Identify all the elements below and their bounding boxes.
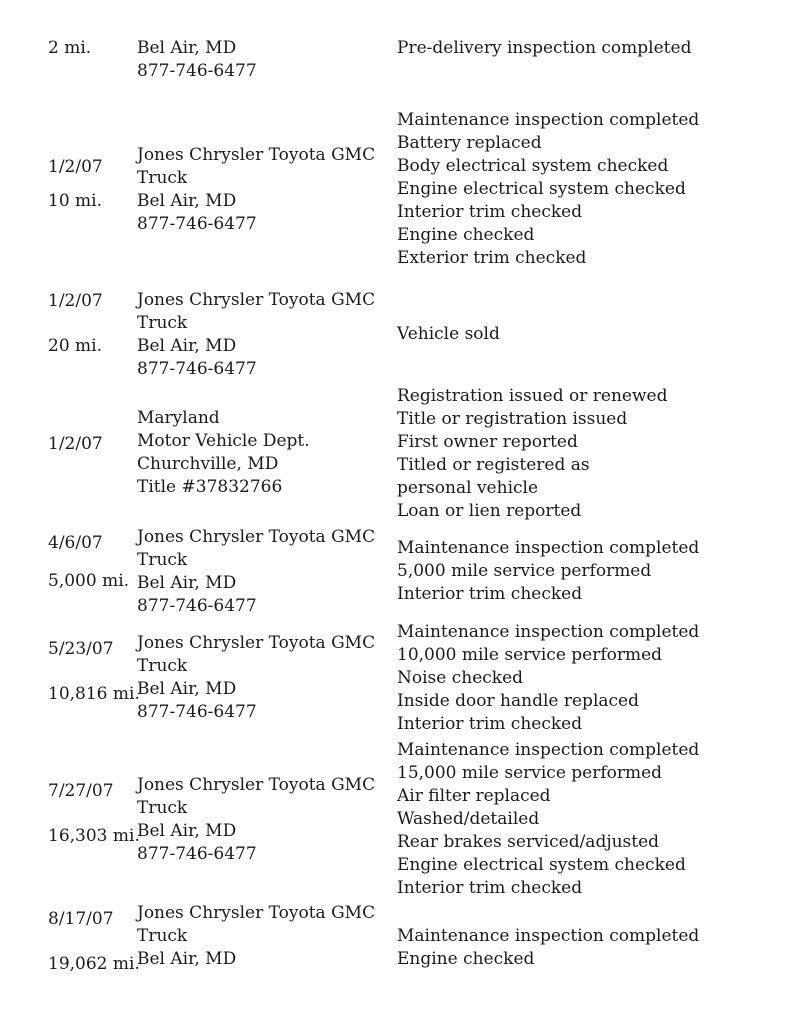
detail-line: Maintenance inspection completed [397,740,700,760]
date-mileage-column [48,290,136,358]
source-line: Truck [137,168,188,188]
record-mileage: 19,062 mi. [48,954,140,974]
source-line: Jones Chrysler Toyota GMC [137,290,376,310]
detail-line: Exterior trim checked [397,248,587,268]
detail-line: Noise checked [397,668,524,688]
record-date: 8/17/07 [48,909,114,929]
detail-line: Rear brakes serviced/adjusted [397,832,660,852]
source-line: Maryland [137,408,220,428]
source-column [137,902,387,971]
source-line: Bel Air, MD [137,38,237,58]
source-line: Bel Air, MD [137,573,237,593]
detail-line: Maintenance inspection completed [397,926,700,946]
detail-line: Interior trim checked [397,878,583,898]
source-line: Truck [137,656,188,676]
source-line: 877-746-6477 [137,61,257,81]
source-line: Bel Air, MD [137,679,237,699]
detail-line: Engine electrical system checked [397,855,686,875]
detail-line: Registration issued or renewed [397,386,668,406]
detail-line: Washed/detailed [397,809,540,829]
source-column [137,632,387,724]
detail-line: Vehicle sold [397,324,500,344]
source-line: Title #37832766 [137,477,283,497]
detail-line: Interior trim checked [397,714,583,734]
source-column [137,37,387,83]
date-mileage-column [48,780,140,848]
details-column [397,323,777,346]
source-line: 877-746-6477 [137,596,257,616]
record-mileage: 10 mi. [48,191,102,211]
detail-line: Air filter replaced [397,786,551,806]
record-date: 1/2/07 [48,434,103,454]
source-line: Bel Air, MD [137,821,237,841]
detail-line: Body electrical system checked [397,156,669,176]
date-mileage-column [48,433,136,456]
detail-line: Maintenance inspection completed [397,110,700,130]
source-line: Truck [137,550,188,570]
source-column [137,407,387,499]
source-line: Churchville, MD [137,454,279,474]
source-line: Bel Air, MD [137,949,237,969]
source-line: Motor Vehicle Dept. [137,431,310,451]
source-line: Truck [137,926,188,946]
record-date: 4/6/07 [48,533,103,553]
record-mileage: 20 mi. [48,336,102,356]
record-date: 1/2/07 [48,291,103,311]
source-line: Bel Air, MD [137,191,237,211]
record-mileage: 5,000 mi. [48,571,130,591]
detail-line: Engine checked [397,225,535,245]
source-line: 877-746-6477 [137,844,257,864]
source-column [137,526,387,618]
record-date: 7/27/07 [48,781,114,801]
date-mileage-column [48,638,140,706]
detail-line: Interior trim checked [397,584,583,604]
detail-line: 5,000 mile service performed [397,561,652,581]
detail-line: Engine electrical system checked [397,179,686,199]
detail-line: Title or registration issued [397,409,628,429]
source-line: Jones Chrysler Toyota GMC [137,633,376,653]
source-line: Jones Chrysler Toyota GMC [137,145,376,165]
detail-line: Loan or lien reported [397,501,582,521]
record-mileage: 10,816 mi. [48,684,140,704]
source-line: Truck [137,313,188,333]
details-column [397,925,777,971]
detail-line: Titled or registered as [397,455,590,475]
date-mileage-column [48,532,136,593]
detail-line: personal vehicle [397,478,539,498]
details-column [397,621,777,736]
source-line: Jones Chrysler Toyota GMC [137,527,376,547]
detail-line: First owner reported [397,432,578,452]
date-mileage-column [48,156,136,213]
detail-line: Engine checked [397,949,535,969]
source-column [137,774,387,866]
detail-line: 10,000 mile service performed [397,645,663,665]
detail-line: Battery replaced [397,133,542,153]
detail-line: Interior trim checked [397,202,583,222]
source-line: Bel Air, MD [137,336,237,356]
record-date: 1/2/07 [48,157,103,177]
detail-line: 15,000 mile service performed [397,763,663,783]
source-line: Truck [137,798,188,818]
source-column [137,289,387,381]
date-mileage-column [48,908,140,976]
record-date: 5/23/07 [48,639,114,659]
details-column [397,109,777,270]
details-column [397,385,777,523]
detail-line: Maintenance inspection completed [397,538,700,558]
detail-line: Inside door handle replaced [397,691,639,711]
date-mileage-column [48,37,136,60]
record-mileage: 2 mi. [48,38,92,58]
source-line: 877-746-6477 [137,359,257,379]
detail-line: Maintenance inspection completed [397,622,700,642]
source-line: 877-746-6477 [137,214,257,234]
source-line: Jones Chrysler Toyota GMC [137,775,376,795]
record-mileage: 16,303 mi. [48,826,140,846]
detail-line: Pre-delivery inspection completed [397,38,692,58]
source-line: 877-746-6477 [137,702,257,722]
source-column [137,144,387,236]
source-line: Jones Chrysler Toyota GMC [137,903,376,923]
details-column [397,537,777,606]
details-column [397,37,777,60]
details-column [397,739,777,900]
